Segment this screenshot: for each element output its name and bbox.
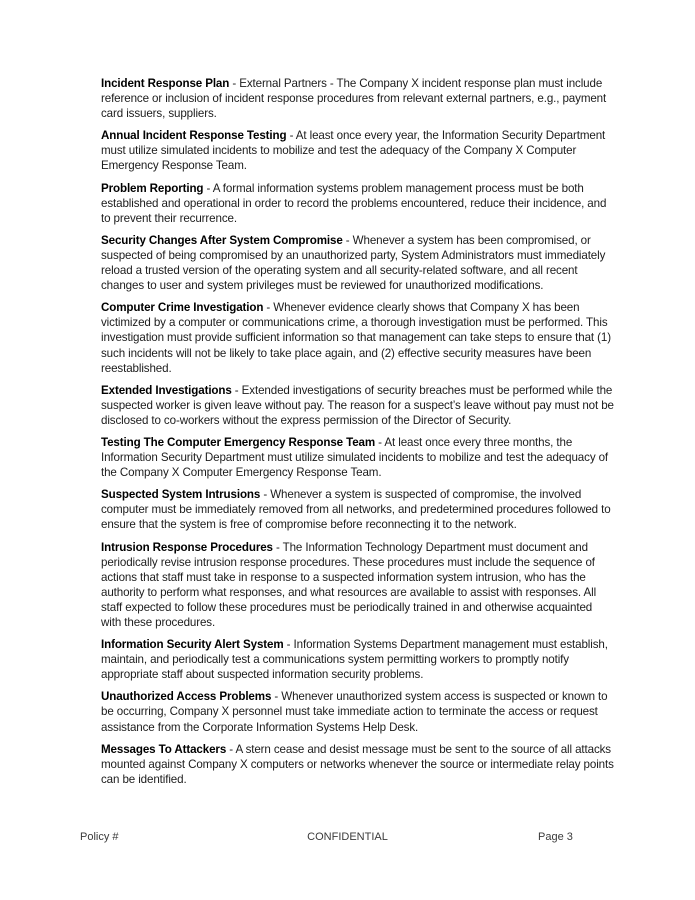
policy-section-body: Whenever evidence clearly shows that Company X has been victimized by a computer or communications crime, a thorough investigation must be performed. This investigation must provide sufficient information so that management can take steps to ensure that (1) such incidents will not be likely to take place again, and (2) effective security measures have been reestablished. [101,301,611,375]
policy-section [101,383,614,428]
policy-section-separator: - [231,383,242,397]
policy-section [101,742,614,787]
policy-section-term: Unauthorized Access Problems [101,690,272,704]
policy-section-body: At least once every three months, the Information Security Department must utilize simulated incidents to mobilize and test the adequacy of the Company X Computer Emergency Response Team. [101,435,609,480]
policy-section-term: Security Changes After System Compromise [101,233,343,247]
policy-section [101,689,614,734]
policy-section-term: Computer Crime Investigation [101,301,264,315]
policy-section-term: Testing The Computer Emergency Response Team [101,435,376,449]
policy-section [101,487,614,532]
policy-section [101,128,614,173]
page-footer [80,831,615,847]
policy-section-term: Intrusion Response Procedures [101,540,273,554]
policy-section-separator: - [272,540,283,554]
policy-section [101,540,614,631]
policy-section-separator: - [203,181,213,195]
policy-section-body: External Partners - The Company X incident response plan must include reference or inclusion of incident response procedures from relevant external partners, e.g., payment card issuers, suppliers. [101,77,607,121]
policy-section-separator: - [283,638,294,652]
policy-section-body: A formal information systems problem management process must be both established and operational in order to record the problems encountered, reduce their incidence, and to prevent their recurrence. [101,181,607,225]
policy-section-term: Messages To Attackers [101,742,227,756]
policy-section [101,233,614,293]
policy-section-separator: - [342,233,353,247]
policy-section [101,76,614,121]
policy-section-body: Whenever a system has been compromised, or suspected of being compromised by an unauthorized party, System Administrators must immediately reload a trusted version of the operating system and all security-related software, and all recent changes to user and system privileges must be reviewed for unauthorized modifications. [101,233,606,293]
footer-policy-number: Policy # [80,831,119,843]
policy-section [101,637,614,682]
policy-section-separator: - [226,742,236,756]
policy-section [101,435,614,480]
policy-section [101,300,614,375]
policy-section-body: Information Systems Department management must establish, maintain, and periodically test a communications system permitting workers to promptly notify appropriate staff about suspected information security problems. [101,638,608,682]
policy-section-body: The Information Technology Department must document and periodically revise intrusion response procedures. These procedures must include the sequence of actions that staff must take in response to a suspected information system intrusion, who has the authority to perform what responses, and what resources are available to assist with responses. All staff expected to follow these procedures must be periodically trained in and otherwise acquainted with these procedures. [101,540,597,629]
policy-section-separator: - [271,690,282,704]
policy-section-body: Whenever unauthorized system access is suspected or known to be occurring, Company X personnel must take immediate action to terminate the access or request assistance from the Corporate Information Systems Help Desk. [101,690,608,734]
policy-section-separator: - [263,301,274,315]
policy-section-separator: - [286,129,296,143]
footer-page-number: Page 3 [538,831,573,843]
policy-section-term: Incident Response Plan [101,77,230,90]
policy-section-body: A stern cease and desist message must be sent to the source of all attacks mounted against Company X computers or networks whenever the source or intermediate relay points can be identified. [101,742,614,786]
policy-section-term: Extended Investigations [101,383,232,397]
policy-section-term: Information Security Alert System [101,638,284,652]
policy-section [101,181,614,226]
policy-section-term: Problem Reporting [101,181,204,195]
policy-section-term: Annual Incident Response Testing [101,129,287,143]
policy-section-separator: - [375,435,385,449]
policy-section-term: Suspected System Intrusions [101,488,261,502]
policy-section-list [101,76,614,794]
policy-section-body: At least once every year, the Information Security Department must utilize simulated incidents to mobilize and test the adequacy of the Company X Computer Emergency Response Team. [101,129,606,173]
policy-section-separator: - [229,77,240,90]
footer-confidentiality-label: CONFIDENTIAL [307,831,388,843]
policy-section-body: Extended investigations of security breaches must be performed while the suspected worker is given leave without pay. The reason for a suspect’s leave without pay must not be disclosed to co-workers without the express permission of the Director of Security. [101,383,614,427]
policy-section-separator: - [260,488,271,502]
policy-section-body: Whenever a system is suspected of compromise, the involved computer must be immediately removed from all networks, and predetermined procedures followed to ensure that the system is free of compromise before reconnecting it to the network. [101,488,611,532]
